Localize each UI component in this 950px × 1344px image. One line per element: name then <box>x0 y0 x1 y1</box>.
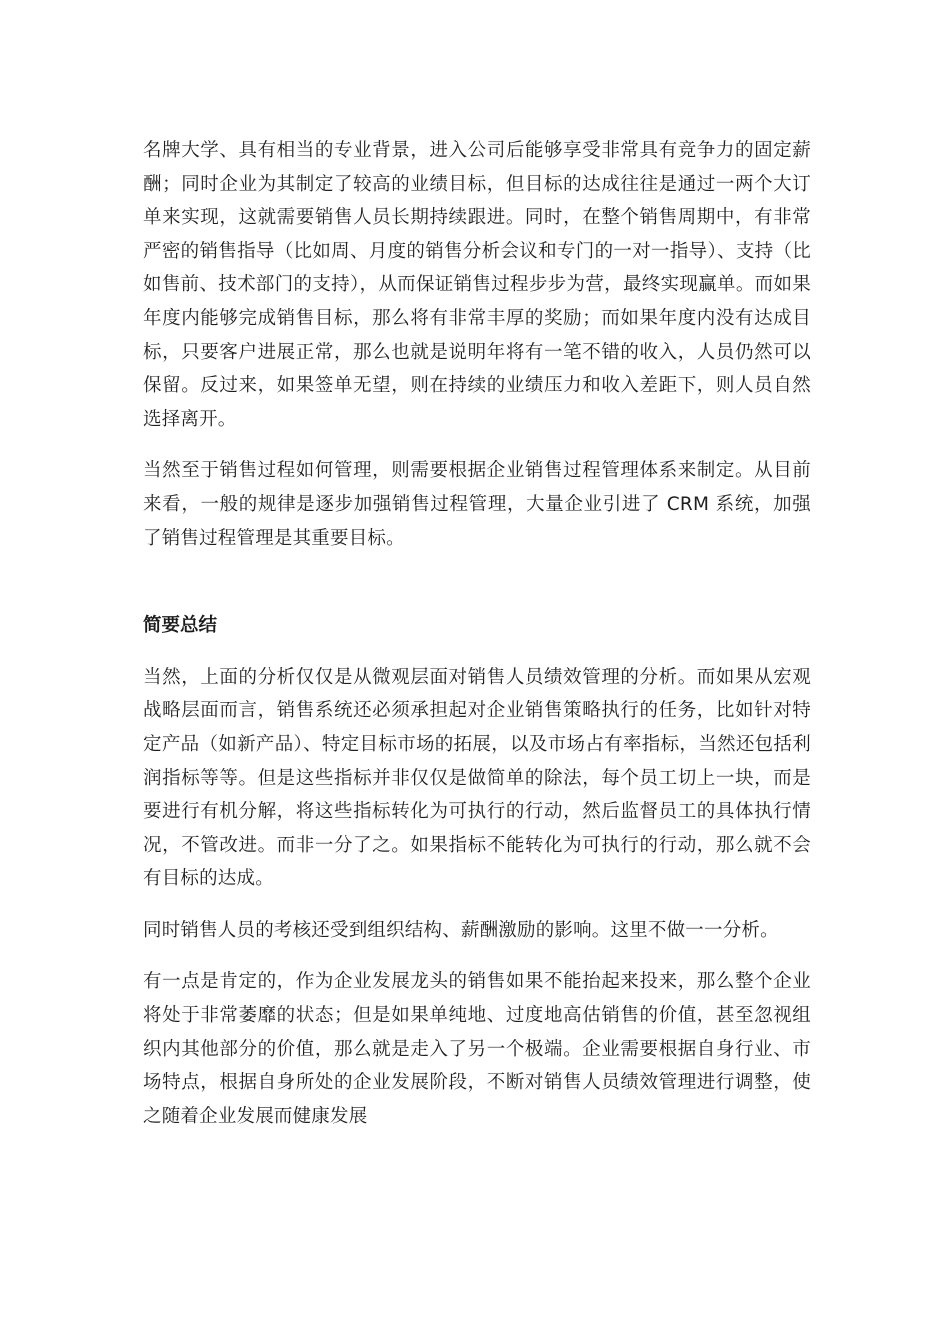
paragraph-fixed-salary: 名牌大学、具有相当的专业背景，进入公司后能够享受非常具有竞争力的固定薪酬；同时企业为其制定了较高的业绩目标，但目标的达成往往是通过一两个大订单来实现，这就需要销售人员长期持续跟进。同时，在整个销售周期中，有非常严密的销售指导（比如周、月度的销售分析会议和专门的一对一指导）、支持（比如售前、技术部门的支持），从而保证销售过程步步为营，最终实现赢单。而如果年度内能够完成销售目标，那么将有非常丰厚的奖励；而如果年度内没有达成目标，只要客户进展正常，那么也就是说明年将有一笔不错的收入，人员仍然可以保留。反过来，如果签单无望，则在持续的业绩压力和收入差距下，则人员自然选择离开。 <box>143 140 811 430</box>
paragraph-organization: 同时销售人员的考核还受到组织结构、薪酬激励的影响。这里不做一一分析。 <box>143 919 779 941</box>
paragraph-sales-process: 当然至于销售过程如何管理，则需要根据企业销售过程管理体系来制定。从目前来看，一般的规律是逐步加强销售过程管理，大量企业引进了 CRM 系统，加强了销售过程管理是其重要目标。 <box>143 460 811 549</box>
paragraph-spacer <box>143 643 811 661</box>
section-heading-summary: 简要总结 <box>143 615 218 637</box>
paragraph-spacer <box>143 896 811 914</box>
document-page <box>143 134 811 1133</box>
paragraph-conclusion: 有一点是肯定的，作为企业发展龙头的销售如果不能抬起来投来，那么整个企业将处于非常萎靡的状态；但是如果单纯地、过度地高估销售的价值，甚至忽视组织内其他部分的价值，那么就是走入了另一个极端。企业需要根据自身行业、市场特点，根据自身所处的企业发展阶段，不断对销售人员绩效管理进行调整，使之随着企业发展而健康发展 <box>143 971 811 1127</box>
paragraph-spacer <box>143 947 811 965</box>
section-spacer <box>143 555 811 609</box>
paragraph-strategy: 当然，上面的分析仅仅是从微观层面对销售人员绩效管理的分析。而如果从宏观战略层面而言，销售系统还必须承担起对企业销售策略执行的任务，比如针对特定产品（如新产品）、特定目标市场的拓展，以及市场占有率指标，当然还包括利润指标等等。但是这些指标并非仅仅是做简单的除法，每个员工切上一块，而是要进行有机分解，将这些指标转化为可执行的行动，然后监督员工的具体执行情况，不管改进。而非一分了之。如果指标不能转化为可执行的行动，那么就不会有目标的达成。 <box>143 666 811 890</box>
paragraph-spacer <box>143 436 811 454</box>
